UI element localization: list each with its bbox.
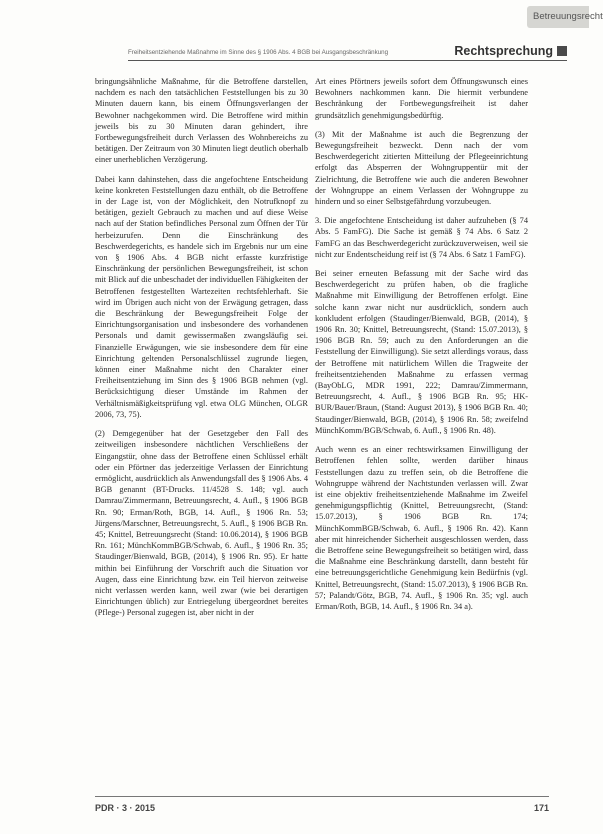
header-square-marker bbox=[557, 46, 567, 56]
paragraph: (2) Demgegenüber hat der Gesetzgeber den Fall des zeitweiligen insbesondere nächtlichen Verschließens der Eingangstür, ohne dass der Betroffene einen Schlüssel erhält oder ein Pförtner das jederzeitige Verlassen der Einrichtung ermöglicht, ausdrücklich als Anwendungsfall des § 1906 Abs. 4 BGB genannt (BT-Drucks. 11/4528 S. 148; vgl. auch Damrau/Zimmermann, Betreuungsrecht, 4. Aufl., § 1906 BGB Rn. 90; Erman/Roth, BGB, 14. Aufl., § 1906 Rn. 53; Jürgens/Marschner, Betreuungsrecht, 5. Aufl., § 1906 BGB Rn. 45; Knittel, Betreuungsrecht (Stand: 10.06.2014), § 1906 BGB Rn. 161; MünchKommBGB/Schwab, 6. Aufl., § 1906 Rn. 35; Staudinger/Bienwald, BGB, (2014), § 1906 Rn. 95). Er hatte mithin bei Einführung der Vorschrift auch die Situation vor Augen, dass eine Einrichtung bzw. ein Teil hiervon zeitweise nicht verlassen werden kann, weil zwar (wie bei derartigen Einrichtungen üblich) zur Entriegelung übergeordnet bereites (Pflege-) Personal zugegen ist, aber nicht in der bbox=[95, 429, 308, 618]
footer-rule bbox=[95, 796, 549, 797]
paragraph: bringungsähnliche Maßnahme, für die Betroffene darstellen, nachdem es nach den tatsächlichen Feststellungen bis zu 30 Minuten dauern kann, bis einem Öffnungsverlangen der Bewohner nachgekommen wird. Die Betroffene wird mithin jeweils bis zu 30 Minuten daran gehindert, ihre Fortbewegungsfreiheit durch Verlassen des Wohnbereichs zu betätigen. Der Zeitraum von 30 Minuten liegt deutlich oberhalb einer unerheblichen Verzögerung. bbox=[95, 77, 308, 165]
paragraph: 3. Die angefochtene Entscheidung ist daher aufzuheben (§ 74 Abs. 5 FamFG). Die Sache ist gemäß § 74 Abs. 6 Satz 2 FamFG an das Beschwerdegericht zurückzuverweisen, weil sie nicht zur Endentscheidung reif ist (§ 74 Abs. 6 Satz 1 FamFG). bbox=[315, 216, 528, 259]
paragraph: Art eines Pförtners jeweils sofort dem Öffnungswunsch eines Bewohners nachkommen kann. Die hiermit verbundene Beschränkung der Fortbewegungsfreiheit ist daher grundsätzlich genehmigungsbedürftig. bbox=[315, 77, 528, 120]
paragraph: Dabei kann dahinstehen, dass die angefochtene Entscheidung keine konkreten Feststellungen dazu enthält, ob die Betroffene in der Lage ist, von der Möglichkeit, den Notrufknopf zu betätigen, gezielt Gebrauch zu machen und auf diese Weise nach auf der Station befindliches Personal zum Öffnen der Tür herbeizurufen. Denn die Einschränkung des Beschwerdegerichts, es handele sich im Ergebnis nur um eine von § 1906 Abs. 4 BGB nicht erfasste kurzfristige Einschränkung der persönlichen Bewegungsfreiheit, ist schon mit Blick auf die unbeschadet der individuellen Fähigkeiten der Betroffenen festgestellten Wartezeiten rechtsfehlerhaft. Sie wird im Übrigen auch nicht von der Erwägung getragen, dass die Beschränkung der Bewegungsfreiheit Folge der Einrichtungsorganisation und insbesondere des vorhandenen Personals und damit gewissermaßen zwangsläufig sei. Finanzielle Erwägungen, wie sie insbesondere dem für eine Einrichtung geltenden Personalschlüssel zugrunde liegen, können einer Maßnahme nicht den Charakter einer Freiheitsentziehung im Sinn des § 1906 BGB nehmen (vgl. Berücksichtigung dieser Umstände im Rahmen der Verhältnismäßigkeitsprüfung vgl. etwa OLG München, OLGR 2006, 73, 75). bbox=[95, 174, 308, 419]
header-breadcrumb: Freiheitsentziehende Maßnahme im Sinne des § 1906 Abs. 4 BGB bei Ausgangsbeschränkung bbox=[128, 49, 389, 56]
paragraph: (3) Mit der Maßnahme ist auch die Begrenzung der Bewegungsfreiheit bezweckt. Denn nach der vom Beschwerdegericht zitierten Mitteilung der Pflegeeinrichtung erfolgt das Absperren der Wohngruppentür mit der Zielrichtung, die Betroffene wie auch die anderen Bewohner der Wohngruppe an einem Verlassen der Wohngruppe zu hindern und so einer Selbstgefährdung vorzubeugen. bbox=[315, 129, 528, 207]
page-number: 171 bbox=[533, 803, 549, 813]
right-column bbox=[315, 76, 528, 620]
header-rubric: Rechtsprechung bbox=[454, 44, 553, 58]
paragraph: Auch wenn es an einer rechtswirksamen Einwilligung der Betroffenen fehlen sollte, werden darüber hinaus Feststellungen dazu zu treffen sein, ob die Betroffene die Wohngruppe während der Nachtstunden verlassen will. Zwar ist eine objektiv freiheitsentziehende Maßnahme im Zweifel genehmigungspflichtig (Knittel, Betreuungsrecht, (Stand: 15.07.2013), § 1906 BGB Rn. 174; MünchKommBGB/Schwab, 6. Aufl., § 1906 Rn. 42). Kann aber mit hinreichender Sicherheit ausgeschlossen werden, dass die Betroffene seine Bewegungsfreiheit so betätigen wird, dass die Maßnahme eine Beschränkung darstellt, dann besteht für eine betreuungsgerichtliche Genehmigung kein Bedürfnis (vgl. Knittel, Betreuungsrecht, (Stand: 15.07.2013), § 1906 BGB Rn. 57; Palandt/Götz, BGB, 74. Aufl., § 1906 Rn. 35; vgl. auch Erman/Roth, BGB, 14. Aufl., § 1906 Rn. 34 a). bbox=[315, 445, 528, 611]
header-rule bbox=[128, 60, 567, 61]
section-tab: Betreuungsrecht bbox=[527, 6, 589, 28]
left-column bbox=[95, 76, 308, 627]
running-header bbox=[128, 42, 567, 58]
paragraph: Bei seiner erneuten Befassung mit der Sache wird das Beschwerdegericht zu prüfen haben, ob die fragliche Maßnahme mit Einwilligung der Betroffenen erfolgt. Eine solche kann zwar nicht nur ausdrücklich, sondern auch konkludent erfolgen (Staudinger/Bienwald, BGB, (2014), § 1906 Rn. 30; Knittel, Betreuungsrecht, (Stand: 15.07.2013), § 1906 BGB Rn. 59; auch zu den Anforderungen an die Feststellung der Einwilligung). Sie setzt allerdings voraus, dass der Betroffene mit natürlichem Willen die Tragweite der freiheitsentziehenden Maßnahme zu erfassen vermag (BayObLG, MDR 1991, 222; Damrau/Zimmermann, Betreuungsrecht, 4. Aufl., § 1906 BGB Rn. 95; HK-BUR/Bauer/Braun, (Stand: August 2013), § 1906 BGB Rn. 40; Staudinger/Bienwald, BGB, (2014), § 1906 Rn. 58; zweifelnd MünchKomm/BGB/Schwab, 6. Aufl., § 1906 Rn. 48). bbox=[315, 269, 528, 435]
footer-journal: PDR · 3 · 2015 bbox=[95, 803, 156, 813]
